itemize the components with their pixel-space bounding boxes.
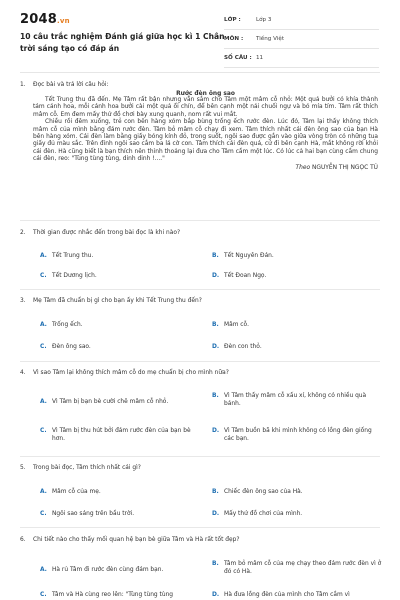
option-letter: B. bbox=[212, 561, 219, 567]
option-text: Hà rủ Tâm đi rước đèn cùng đám bạn. bbox=[52, 567, 164, 573]
meta-row-count bbox=[224, 49, 379, 68]
option-letter: D. bbox=[212, 344, 220, 350]
option-d[interactable] bbox=[212, 427, 382, 443]
option-a[interactable] bbox=[40, 566, 202, 574]
logo-suffix: .vn bbox=[56, 17, 70, 25]
option-d[interactable] bbox=[212, 272, 380, 280]
reading-passage bbox=[33, 97, 378, 164]
option-text: Tâm và Hà cùng reo lên: "Tùng tùng tùng bbox=[52, 592, 174, 598]
option-text: Chiếc đèn ông sao của Hà. bbox=[224, 489, 303, 495]
passage-paragraph: Chiều rồi đêm xuống, trẻ con bên hàng xóm bắp bùng trống ếch rước đèn. Lúc đó, Tâm lại thấy không thích mâm cỗ của mình bằng đám rước đèn. Tâm bỏ mâm cỗ chạy đi xem. Tâm thích nhất cái đèn ông sao của bạn Hà bên hàng xóm. Cái đèn làm bằng giấy bóng kính đỏ, trong suốt, ngôi sao được gắn vào giữa vòng tròn có những tua giấy đủ màu sắc. Trên đỉnh ngôi sao cắm ba lá cờ con. Tâm thích cái đèn quá, cứ đi bên cạnh Hà, mắt không rời khỏi cái đèn. Hà cũng biết là bạn thích nên thỉnh thoảng lại đưa cho Tâm cầm một lúc. Có lúc cả hai bạn cùng cầm chung cái đèn, reo: "Tùng tùng tùng, dinh dinh !...." bbox=[33, 119, 378, 163]
site-logo[interactable] bbox=[20, 12, 70, 27]
question-divider bbox=[20, 220, 380, 221]
option-letter: A. bbox=[40, 489, 47, 495]
option-text: Tết Trung thu. bbox=[52, 253, 94, 259]
question-divider bbox=[20, 456, 380, 457]
option-text: Vì Tâm buồn bã khi mình không có lồng đèn giống các bạn. bbox=[224, 428, 372, 442]
option-text: Ngôi sao sáng trên bầu trời. bbox=[52, 511, 135, 517]
option-letter: C. bbox=[40, 273, 47, 279]
question-text: Chi tiết nào cho thấy mối quan hệ bạn bè giữa Tâm và Hà rất tốt đẹp? bbox=[33, 537, 240, 543]
logo-text: 2048 bbox=[20, 12, 57, 27]
option-text: Trống ếch. bbox=[52, 322, 83, 328]
option-text: Tết Nguyên Đán. bbox=[224, 253, 274, 259]
passage-title: Rước đèn ông sao bbox=[176, 91, 235, 97]
question-number: 5. bbox=[20, 465, 26, 471]
option-text: Tết Đoan Ngọ. bbox=[224, 273, 267, 279]
option-b[interactable] bbox=[212, 321, 380, 329]
option-text: Hà đưa lồng đèn của mình cho Tâm cầm vì bbox=[224, 592, 350, 598]
question-number: 1. bbox=[20, 82, 26, 88]
option-letter: A. bbox=[40, 253, 47, 259]
author-name: NGUYỄN THỊ NGỌC TÚ bbox=[311, 164, 378, 171]
question-text: Trong bài đọc, Tâm thích nhất cái gì? bbox=[33, 465, 141, 471]
question-text: Vì sao Tâm lại không thích mâm cỗ do mẹ chuẩn bị cho mình nữa? bbox=[33, 370, 229, 376]
option-letter: B. bbox=[212, 393, 219, 399]
option-text: Tâm bỏ mâm cỗ của mẹ chạy theo đám rước đèn vì ở đó có Hà. bbox=[224, 561, 382, 575]
option-letter: C. bbox=[40, 428, 47, 434]
option-c[interactable] bbox=[40, 343, 200, 351]
meta-value: 11 bbox=[256, 55, 264, 61]
option-letter: D. bbox=[212, 592, 220, 598]
option-c[interactable] bbox=[40, 427, 202, 443]
option-c[interactable] bbox=[40, 272, 200, 280]
question-text: Mẹ Tâm đã chuẩn bị gì cho bạn ấy khi Tết Trung thu đến? bbox=[33, 298, 202, 304]
option-c[interactable] bbox=[40, 510, 200, 518]
passage-paragraph: Tết Trung thu đã đến. Mẹ Tâm rất bận nhưng vẫn sắm cho Tâm một mâm cỗ nhỏ: Một quả bưởi có khía thành tám cánh hoa, mỗi cánh hoa bưởi cài một quả ổi chín, để bên cạnh một nải chuối ngự và bó mía tím. Tâm rất thích mâm cỗ. Em đem mấy thứ đồ chơi bày xung quanh, nom rất vui mắt. bbox=[33, 97, 378, 118]
option-a[interactable] bbox=[40, 252, 200, 260]
option-b[interactable] bbox=[212, 252, 380, 260]
option-letter: A. bbox=[40, 567, 47, 573]
question-divider bbox=[20, 289, 380, 290]
option-letter: C. bbox=[40, 511, 47, 517]
option-letter: C. bbox=[40, 344, 47, 350]
option-a[interactable] bbox=[40, 488, 200, 496]
option-text: Vì Tâm thấy mâm cỗ xấu xí, không có nhiều quà bánh. bbox=[224, 393, 367, 407]
option-letter: D. bbox=[212, 273, 220, 279]
option-letter: B. bbox=[212, 322, 219, 328]
passage-author bbox=[33, 165, 378, 171]
question-divider bbox=[20, 361, 380, 362]
option-letter: A. bbox=[40, 399, 47, 405]
option-b[interactable] bbox=[212, 392, 382, 408]
option-letter: A. bbox=[40, 322, 47, 328]
question-number: 4. bbox=[20, 370, 26, 376]
meta-key: LỚP : bbox=[224, 17, 241, 23]
question-number: 6. bbox=[20, 537, 26, 543]
option-text: Tết Dương lịch. bbox=[52, 273, 97, 279]
option-letter: D. bbox=[212, 511, 220, 517]
option-a[interactable] bbox=[40, 398, 202, 406]
question-text: Thời gian được nhắc đến trong bài đọc là khi nào? bbox=[33, 230, 181, 236]
document-title: 10 câu trắc nghiệm Đánh giá giữa học kì 1 Chân trời sáng tạo có đáp án bbox=[20, 32, 225, 53]
option-text: Đèn con thỏ. bbox=[224, 344, 262, 350]
option-letter: B. bbox=[212, 253, 219, 259]
option-letter: D. bbox=[212, 428, 220, 434]
option-d[interactable] bbox=[212, 510, 380, 518]
option-letter: C. bbox=[40, 592, 47, 598]
option-d[interactable] bbox=[212, 591, 382, 599]
question-text: Đọc bài và trả lời câu hỏi: bbox=[33, 82, 109, 88]
option-b[interactable] bbox=[212, 560, 382, 576]
meta-value: Lớp 3 bbox=[256, 17, 272, 23]
meta-value: Tiếng Việt bbox=[256, 36, 285, 42]
meta-key: SỐ CÂU : bbox=[224, 55, 252, 61]
meta-key: MÔN : bbox=[224, 36, 244, 42]
option-text: Mâm cỗ. bbox=[224, 322, 250, 328]
option-letter: B. bbox=[212, 489, 219, 495]
option-a[interactable] bbox=[40, 321, 200, 329]
option-text: Vì Tâm bị bạn bè cười chê mâm cỗ nhỏ. bbox=[52, 399, 169, 405]
question-number: 3. bbox=[20, 298, 26, 304]
option-text: Mâm cỗ của mẹ. bbox=[52, 489, 101, 495]
option-b[interactable] bbox=[212, 488, 380, 496]
header-divider bbox=[20, 72, 380, 73]
author-prefix: Theo bbox=[295, 164, 311, 171]
option-text: Đèn ông sao. bbox=[52, 344, 91, 350]
question-body bbox=[33, 82, 378, 171]
question-number: 2. bbox=[20, 230, 26, 236]
meta-row-subject bbox=[224, 30, 379, 49]
option-d[interactable] bbox=[212, 343, 380, 351]
meta-row-class bbox=[224, 11, 379, 30]
option-c[interactable] bbox=[40, 591, 202, 599]
option-text: Vì Tâm bị thu hút bởi đám rước đèn của bạn bè hơn. bbox=[52, 428, 191, 442]
option-text: Mấy thứ đồ chơi của mình. bbox=[224, 511, 303, 517]
document-meta bbox=[224, 11, 379, 68]
question-divider bbox=[20, 527, 380, 528]
